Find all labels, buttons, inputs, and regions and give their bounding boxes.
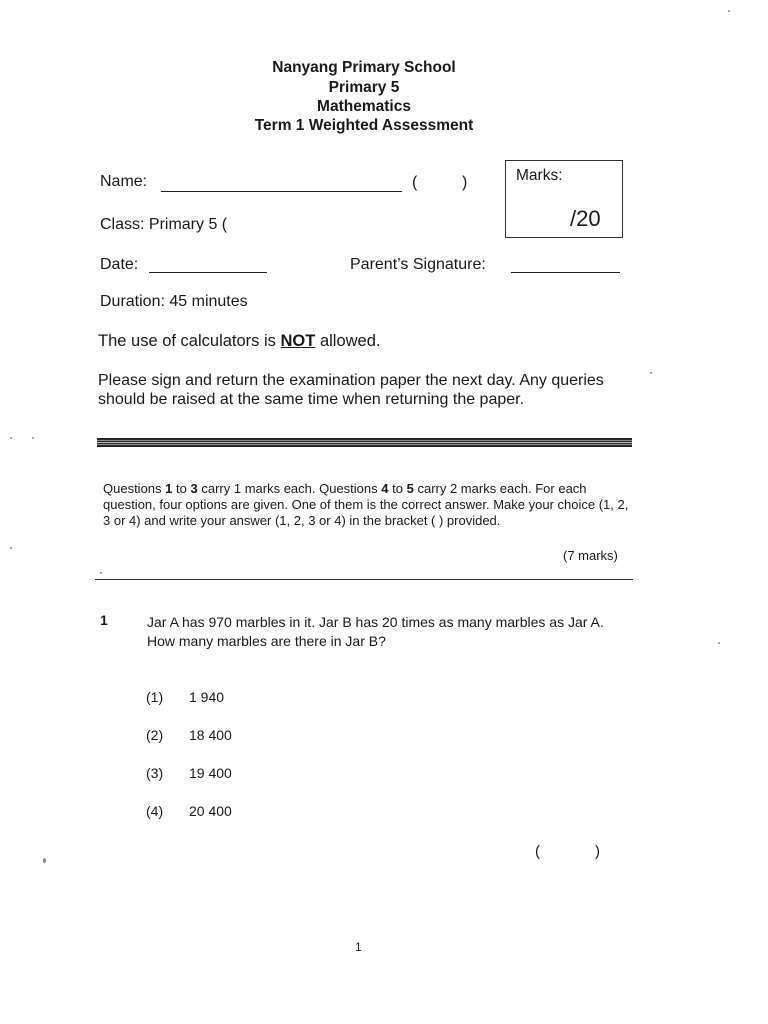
instr-part: Questions — [103, 481, 162, 496]
marks-label: Marks: — [516, 167, 563, 184]
option-value: 18 400 — [189, 727, 232, 743]
calc-emphasis: NOT — [280, 332, 316, 350]
register-bracket-close: ) — [462, 174, 468, 191]
option-number: (4) — [146, 803, 164, 819]
instructions-text — [103, 481, 633, 529]
instr-part: to — [392, 481, 403, 496]
register-bracket-open: ( — [412, 174, 418, 191]
signature-label: Parent’s Signature: — [350, 256, 486, 273]
calculator-note — [98, 332, 381, 351]
section-divider — [97, 438, 632, 447]
class-label: Class: Primary 5 ( — [100, 216, 228, 233]
marks-box — [505, 160, 623, 238]
scan-speck — [650, 372, 652, 374]
scan-speck — [718, 642, 720, 644]
option-number: (1) — [146, 689, 164, 705]
school-name: Nanyang Primary School — [272, 59, 456, 76]
calc-prefix: The use of calculators is — [98, 332, 276, 350]
level-title: Primary 5 — [328, 79, 400, 96]
marks-total: /20 — [570, 206, 601, 231]
question-text: Jar A has 970 marbles in it. Jar B has 20 times as many marbles as Jar A. How many marbles are there in Jar B? — [147, 614, 604, 649]
instr-number: 4 — [381, 481, 389, 496]
date-label: Date: — [100, 256, 139, 273]
date-field[interactable] — [149, 272, 267, 273]
instr-part: to — [176, 481, 187, 496]
option-number: (2) — [146, 727, 164, 743]
option-value: 20 400 — [189, 803, 232, 819]
scan-speck — [100, 572, 102, 574]
scan-speck — [728, 10, 730, 12]
signature-field[interactable] — [511, 272, 620, 273]
section-marks: (7 marks) — [563, 548, 618, 563]
option-value: 1 940 — [189, 689, 225, 705]
instr-number: 3 — [190, 481, 198, 496]
calc-suffix: allowed. — [319, 332, 381, 350]
assessment-title: Term 1 Weighted Assessment — [254, 117, 474, 134]
subject-title: Mathematics — [317, 98, 411, 115]
instr-part: carry 2 marks each. For each question, four options are given. One of them is the correct answer. Make your choice (1, 2, 3 or 4) and write your answer (1, 2, 3 or 4) in the bracket ( ) provided. — [103, 481, 629, 528]
scan-speck — [10, 547, 12, 549]
answer-bracket-open: ( — [535, 843, 540, 860]
instructions-rule — [95, 579, 633, 580]
question-number: 1 — [100, 612, 108, 628]
name-label: Name: — [100, 173, 148, 190]
duration-text: Duration: 45 minutes — [100, 293, 248, 310]
instr-part: carry 1 marks each. Questions — [201, 481, 378, 496]
instr-number: 1 — [165, 481, 173, 496]
return-note: Please sign and return the examination paper the next day. Any queries should be raised at the same time when returning the paper. — [98, 372, 604, 408]
page-number: 1 — [355, 940, 362, 954]
name-field[interactable] — [161, 191, 402, 192]
instr-number: 5 — [406, 481, 414, 496]
option-number: (3) — [146, 765, 164, 781]
scan-speck — [32, 437, 34, 439]
answer-bracket-close: ) — [595, 843, 600, 860]
option-value: 19 400 — [189, 765, 232, 781]
scan-speck — [10, 437, 12, 439]
scan-speck — [43, 858, 46, 863]
